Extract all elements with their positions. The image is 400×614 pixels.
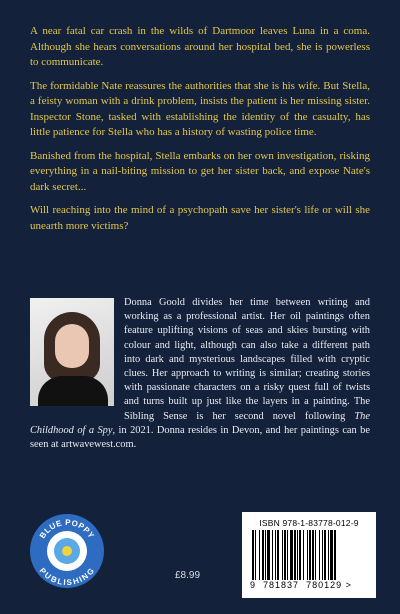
logo-top-text: BLUE POPPY bbox=[37, 517, 97, 541]
barcode-bar bbox=[307, 530, 308, 580]
bio-text-end: , in 2021. Donna resides in Devon, and her paintings can be seen at artwavewest.com. bbox=[30, 424, 370, 451]
author-bio bbox=[30, 296, 370, 452]
isbn-digits: 9 781837 780129 > bbox=[250, 580, 352, 590]
barcode-bar bbox=[275, 530, 276, 580]
barcode-bar bbox=[294, 530, 296, 580]
barcode-bar bbox=[324, 530, 326, 580]
bio-book-title: The Childhood of a Spy bbox=[30, 410, 370, 436]
blurb-paragraph-1: A near fatal car crash in the wilds of Dartmoor leaves Luna in a coma. Although she hears conversations around her hospital bed, she is powerless to communicate. bbox=[30, 25, 370, 68]
blurb-paragraph-4: Will reaching into the mind of a psychopath save her sister's life or will she unearth more victims? bbox=[30, 204, 370, 232]
barcode-bar bbox=[299, 530, 301, 580]
blurb-paragraph-3: Banished from the hospital, Stella embarks on her own investigation, risking everything in a nail-biting mission to get her sister back, and expose Nate's dark secret... bbox=[30, 149, 370, 193]
barcode-bar bbox=[255, 530, 256, 580]
barcode-bars bbox=[250, 530, 368, 582]
isbn-barcode bbox=[242, 512, 376, 598]
barcode-bar bbox=[328, 530, 329, 580]
blurb-paragraph-2: The formidable Nate reassures the authorities that she is his wife. But Stella, a feisty woman with a drink problem, insists the patient is her missing sister. Inspector Stone, tasked with establishing the identity of the casualty, has little patience for Stella who has a history of wasting police time. bbox=[30, 79, 370, 138]
isbn-label: ISBN 978-1-83778-012-9 bbox=[259, 518, 359, 528]
bio-text-start: Donna Goold divides her time between writing and working as a professional artist. Her oil paintings often feature uplifting visions of seas and skies bursting with colour and light, although can also take a different path into dark and mysterious landscapes filled with cryptic clues. Her approach to writing is similar; creating stories with passionate characters on a risky quest full of twists and turns built up just like the layers in a painting. The Sibling Sense is her second novel following bbox=[124, 297, 370, 422]
barcode-bar bbox=[259, 530, 260, 580]
barcode-bar bbox=[277, 530, 279, 580]
barcode-bar bbox=[265, 530, 266, 580]
barcode-bar bbox=[262, 530, 264, 580]
barcode-bar bbox=[252, 530, 254, 580]
barcode-bar bbox=[284, 530, 286, 580]
barcode-bar bbox=[309, 530, 311, 580]
barcode-bar bbox=[315, 530, 316, 580]
author-photo bbox=[30, 298, 114, 406]
barcode-bar bbox=[290, 530, 293, 580]
barcode-bar bbox=[312, 530, 314, 580]
book-price: £8.99 bbox=[175, 570, 201, 581]
barcode-bar bbox=[287, 530, 288, 580]
barcode-bar bbox=[297, 530, 298, 580]
barcode-bar bbox=[319, 530, 320, 580]
barcode-bar bbox=[267, 530, 270, 580]
barcode-bar bbox=[330, 530, 333, 580]
back-cover-blurb bbox=[30, 24, 370, 242]
barcode-bar bbox=[334, 530, 336, 580]
publisher-logo bbox=[30, 514, 104, 588]
barcode-bar bbox=[303, 530, 304, 580]
barcode-bar bbox=[322, 530, 323, 580]
logo-bottom-text: PUBLISHING bbox=[37, 566, 97, 588]
barcode-bar bbox=[272, 530, 273, 580]
barcode-bar bbox=[282, 530, 283, 580]
